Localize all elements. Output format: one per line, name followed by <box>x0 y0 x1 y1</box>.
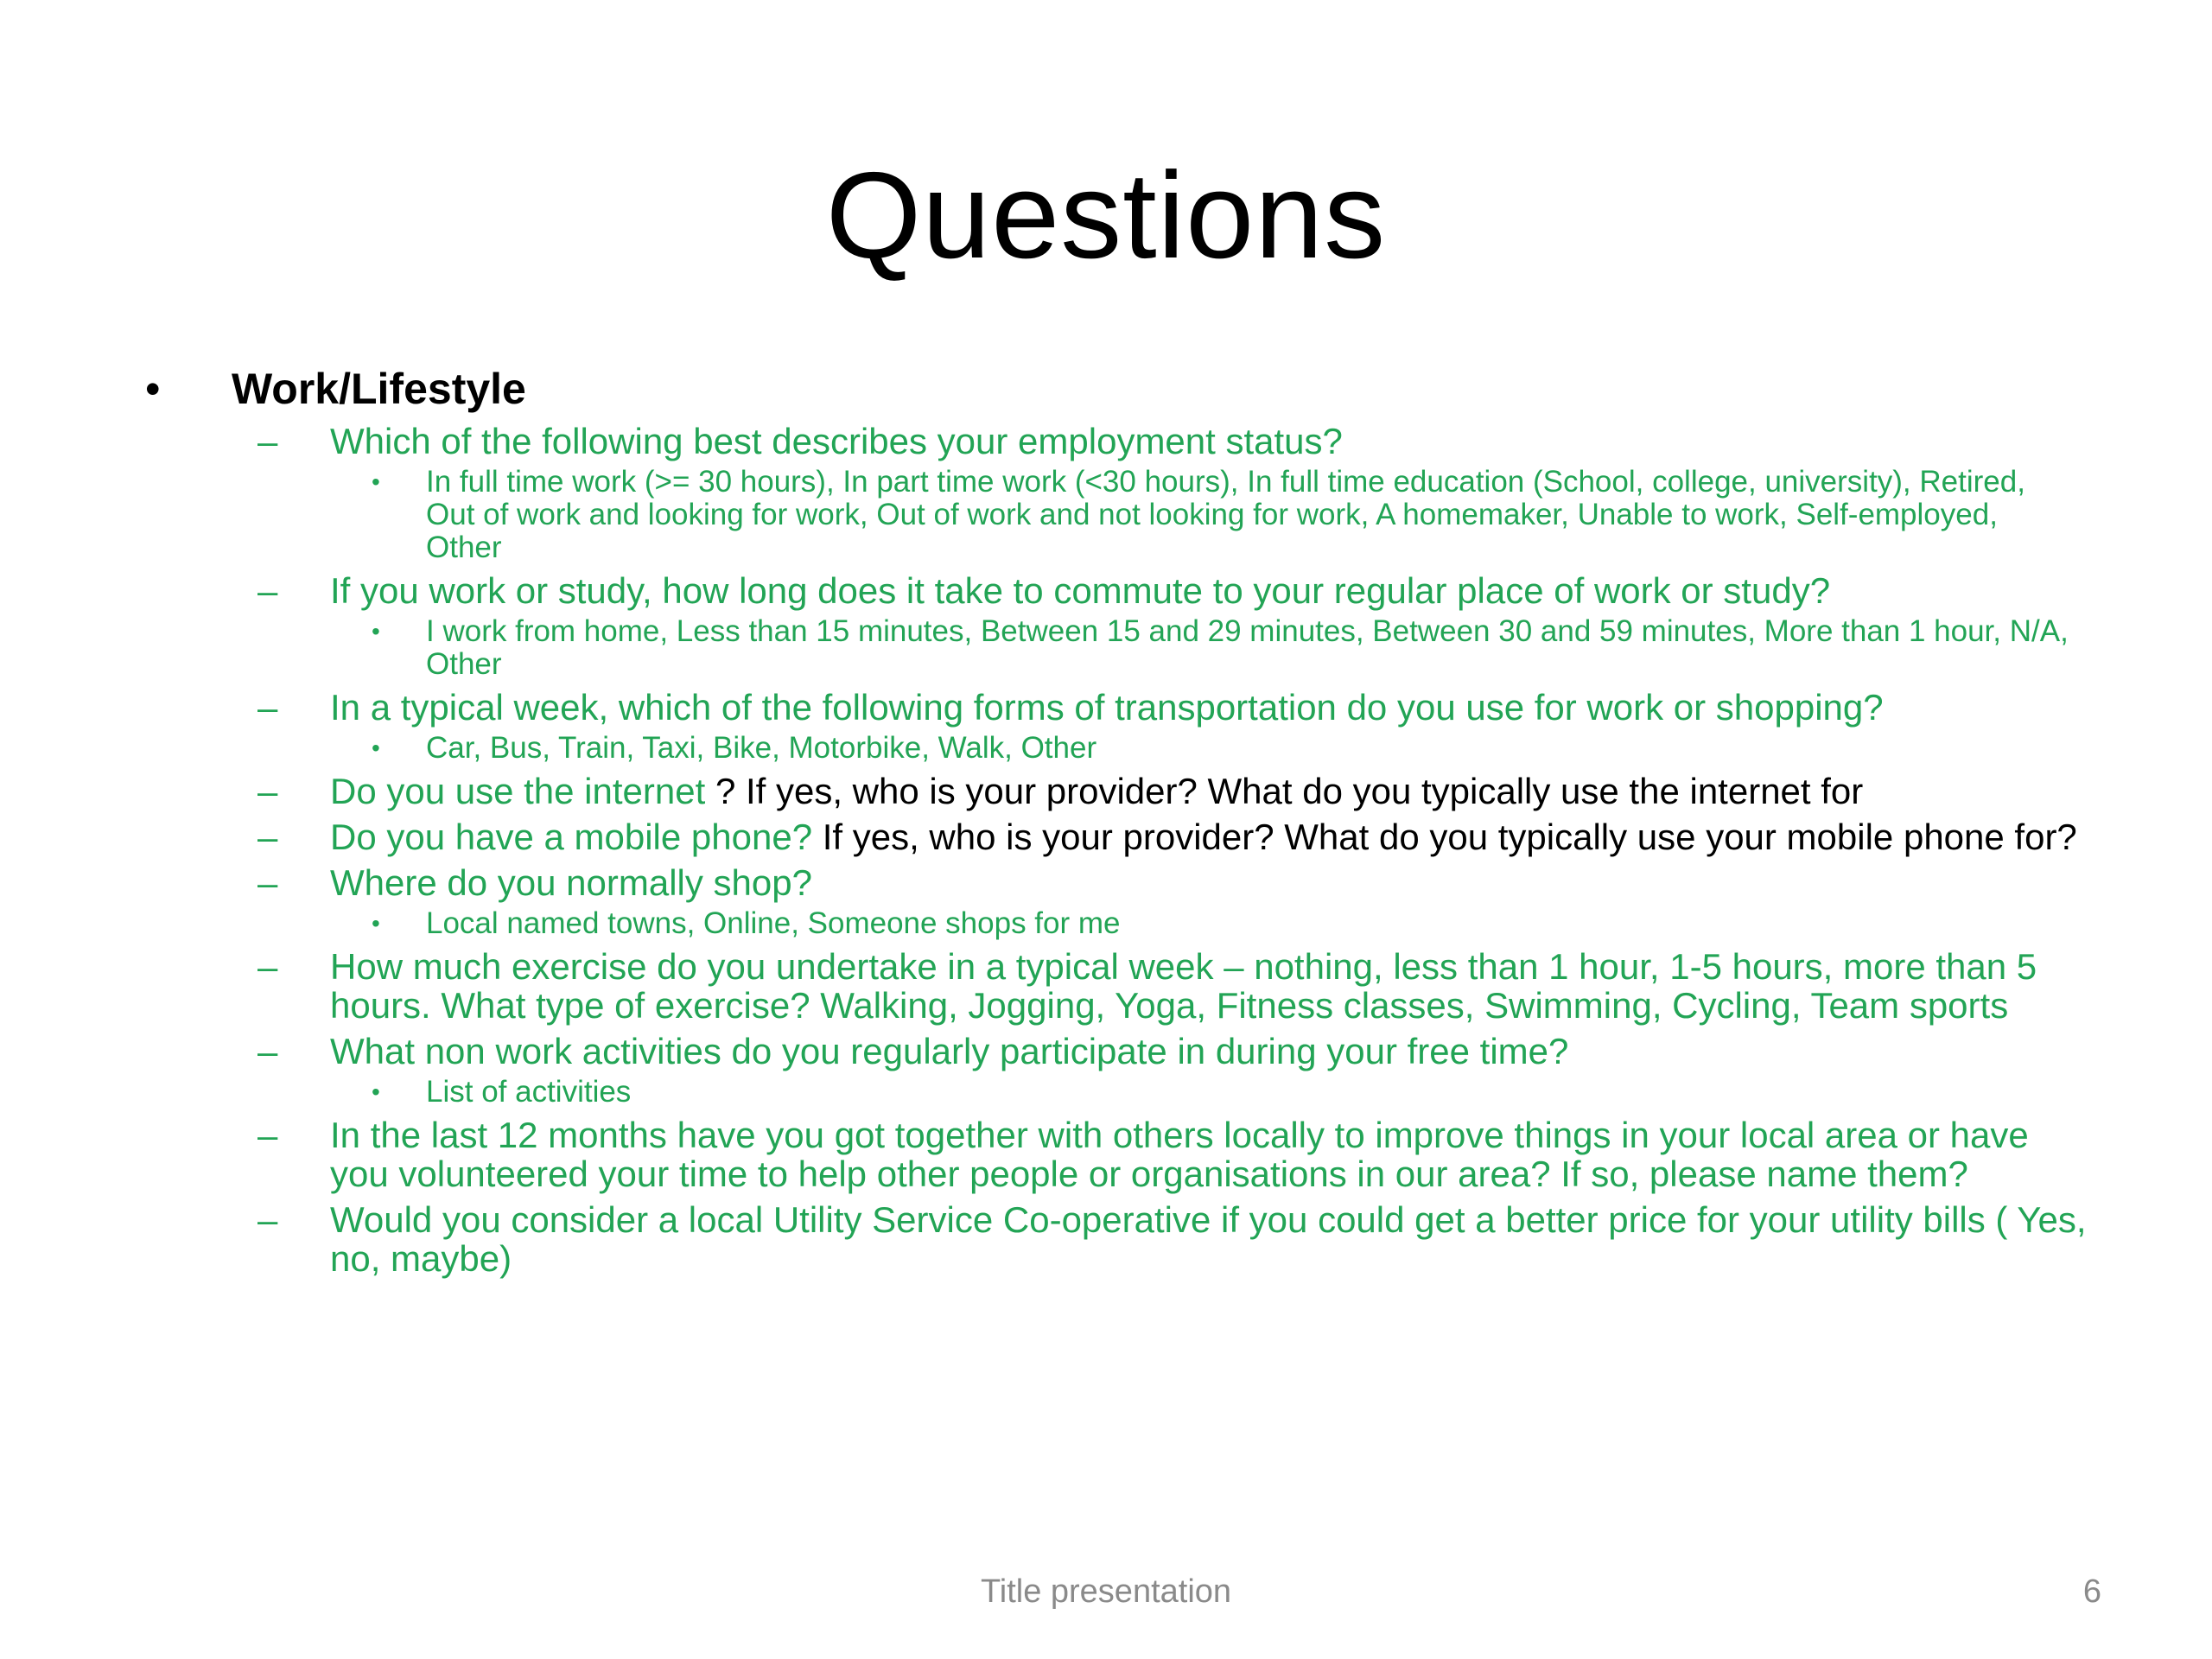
section-heading: Work/Lifestyle <box>232 365 526 413</box>
answer-options <box>145 732 2089 765</box>
question-item <box>145 1200 2089 1278</box>
question-text: If you work or study, how long does it take to commute to your regular place of work or study? <box>330 570 1831 611</box>
question-item <box>145 1032 2089 1071</box>
answer-text: In full time work (>= 30 hours), In part time work (<30 hours), In full time education (School, college, university), Retired, Out of work and looking for work, Out of work and not looking for work, A homemaker, Unable to work, Self-employed, Other <box>426 465 2025 564</box>
question-text: In the last 12 months have you got together with others locally to improve things in your local area or have you volunteered your time to help other people or organisations in our area? If so, please name them? <box>330 1115 2029 1194</box>
dash-marker: – <box>257 1115 278 1155</box>
answer-options <box>145 1076 2089 1109</box>
slide-content <box>145 363 2089 1278</box>
question-item <box>145 688 2089 727</box>
question-item <box>145 817 2089 856</box>
dash-marker: – <box>257 817 278 857</box>
question-followup: ? If yes, who is your provider? What do you typically use the internet for <box>705 771 1864 811</box>
question-text: Which of the following best describes your employment status? <box>330 421 1343 461</box>
footer-title: Title presentation <box>980 1573 1232 1610</box>
question-item <box>145 863 2089 902</box>
question-followup: If yes, who is your provider? What do you typically use your mobile phone for? <box>812 817 2077 857</box>
page-number: 6 <box>2082 1573 2101 1610</box>
dash-marker: – <box>257 946 278 987</box>
answer-text: Local named towns, Online, Someone shops for me <box>426 906 1121 940</box>
bullet-marker: • <box>372 734 380 761</box>
answer-options <box>145 907 2089 940</box>
dash-marker: – <box>257 421 278 461</box>
question-text: Do you use the internet <box>330 771 706 811</box>
question-text: How much exercise do you undertake in a typical week – nothing, less than 1 hour, 1-5 hours, more than 5 hours. What type of exercise? Walking, Jogging, Yoga, Fitness classes, Swimming, Cycling, Team sports <box>330 946 2037 1026</box>
bullet-marker: • <box>372 618 380 645</box>
dash-marker: – <box>257 862 278 903</box>
answer-text: Car, Bus, Train, Taxi, Bike, Motorbike, Walk, Other <box>426 731 1097 765</box>
question-item <box>145 772 2089 810</box>
question-text: Would you consider a local Utility Service Co-operative if you could get a better price for your utility bills ( Yes, no, maybe) <box>330 1199 2087 1279</box>
question-item <box>145 1116 2089 1193</box>
question-item <box>145 947 2089 1025</box>
question-text: Where do you normally shop? <box>330 862 812 903</box>
dash-marker: – <box>257 1199 278 1240</box>
question-item <box>145 571 2089 610</box>
question-text: In a typical week, which of the following forms of transportation do you use for work or shopping? <box>330 687 1884 728</box>
question-item <box>145 422 2089 461</box>
answer-text: List of activities <box>426 1075 632 1109</box>
answer-text: I work from home, Less than 15 minutes, Between 15 and 29 minutes, Between 30 and 59 minutes, More than 1 hour, N/A, Other <box>426 614 2069 681</box>
bullet-marker: • <box>372 1078 380 1105</box>
question-text: Do you have a mobile phone? <box>330 817 813 857</box>
bullet-marker: • <box>372 910 380 937</box>
bullet-marker: • <box>372 468 380 495</box>
dash-marker: – <box>257 570 278 611</box>
bullet-marker: • <box>145 365 161 413</box>
answer-options <box>145 466 2089 564</box>
answer-options <box>145 615 2089 681</box>
section-heading-item <box>145 363 2089 415</box>
dash-marker: – <box>257 1031 278 1071</box>
dash-marker: – <box>257 771 278 811</box>
dash-marker: – <box>257 687 278 728</box>
question-text: What non work activities do you regularly participate in during your free time? <box>330 1031 1569 1071</box>
slide-title: Questions <box>825 147 1387 284</box>
